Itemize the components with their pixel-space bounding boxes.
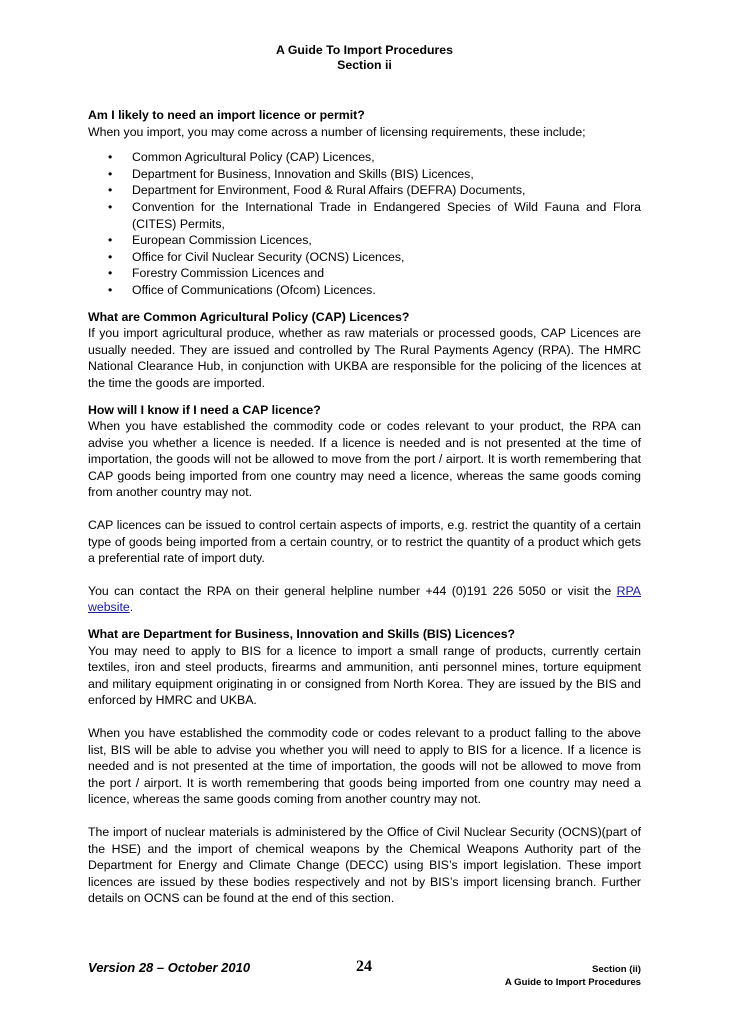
list-item: • European Commission Licences, [108, 233, 312, 248]
bullet-icon: • [108, 233, 113, 248]
bullet-icon: • [108, 282, 113, 297]
heading-import-licence: Am I likely to need an import licence or permit? [88, 108, 365, 122]
document-section-label: Section ii [337, 58, 392, 72]
page-number: 24 [356, 958, 372, 975]
bullet-icon: • [108, 150, 113, 165]
version-label: Version 28 – October 2010 [88, 960, 251, 975]
licence-list [88, 149, 641, 298]
footer-section-info [505, 963, 641, 989]
list-item: • Office for Civil Nuclear Security (OCNS) Licences, [108, 249, 405, 264]
paragraph: When you have established the commodity code or codes relevant to your product, the RPA can advise you whether a licence is needed. If a licence is needed and is not presented at the time of importation, the goods will not be allowed to move from the port / airport. It is worth remembering that CAP goods being imported from one country may need a licence, whereas the same goods coming from another country may not. [88, 419, 641, 500]
paragraph: CAP licences can be issued to control certain aspects of imports, e.g. restrict the quantity of a certain type of goods being imported from a certain country, or to restrict the quantity of a product which gets a preferential rate of import duty. [88, 518, 641, 566]
bullet-icon: • [108, 199, 113, 214]
paragraph: The import of nuclear materials is administered by the Office of Civil Nuclear Security (OCNS)(part of the HSE) and the import of chemical weapons by the Chemical Weapons Authority part of the Department for Energy and Climate Change (DECC) using BIS’s import legislation. These import licences are issued by these bodies respectively and not by BIS’s import licensing branch. Further details on OCNS can be found at the end of this section. [88, 824, 641, 906]
paragraph: You may need to apply to BIS for a licence to import a small range of products, currently certain textiles, iron and steel products, firearms and ammunition, anti personnel mines, torture equipment and military equipment originating in or consigned from North Korea. They are issued by the BIS and enforced by HMRC and UKBA. [88, 643, 641, 708]
footer-section-label: Section (ii) [591, 964, 641, 975]
heading-cap-licences: What are Common Agricultural Policy (CAP) Licences? [88, 309, 410, 324]
list-item: • Department for Environment, Food & Rural Affairs (DEFRA) Documents, [108, 183, 526, 198]
bullet-icon: • [108, 249, 113, 264]
document-header [88, 43, 641, 73]
intro-paragraph: When you import, you may come across a number of licensing requirements, these include; [88, 124, 586, 139]
list-item: • Convention for the International Trade in Endangered Species of Wild Fauna and Flora (CITES) Permits, [108, 199, 641, 231]
rpa-website-link[interactable]: RPA website [88, 583, 641, 615]
bullet-icon: • [108, 266, 113, 281]
paragraph: If you import agricultural produce, whether as raw materials or processed goods, CAP Licences are usually needed. They are issued and controlled by The Rural Payments Agency (RPA). The HMRC National Clearance Hub, in conjunction with UKBA are responsible for the policing of the licences at the time the goods are imported. [88, 326, 641, 390]
list-item: • Office of Communications (Ofcom) Licences. [108, 282, 376, 297]
paragraph: When you have established the commodity code or codes relevant to a product falling to the above list, BIS will be able to advise you whether you will need to apply to BIS for a licence. If a licence is needed and is not presented at the time of importation, the goods will not be allowed to move from the port / airport. It is worth remembering that goods being imported from one country may need a licence, whereas the same goods coming from another country may not. [88, 726, 641, 807]
heading-need-cap-licence: How will I know if I need a CAP licence? [88, 402, 321, 417]
list-item: • Common Agricultural Policy (CAP) Licences, [108, 150, 375, 165]
footer-guide-label: A Guide to Import Procedures [504, 977, 641, 988]
document-title: A Guide To Import Procedures [276, 43, 453, 57]
bullet-icon: • [108, 166, 113, 181]
bullet-icon: • [108, 183, 113, 198]
list-item: • Department for Business, Innovation and Skills (BIS) Licences, [108, 166, 474, 181]
document-body [88, 107, 641, 907]
list-item: • Forestry Commission Licences and [108, 266, 325, 281]
rpa-contact-paragraph: You can contact the RPA on their general helpline number +44 (0)191 226 5050 or visit the RPA website. [88, 583, 641, 615]
heading-bis-licences: What are Department for Business, Innovation and Skills (BIS) Licences? [88, 627, 516, 642]
